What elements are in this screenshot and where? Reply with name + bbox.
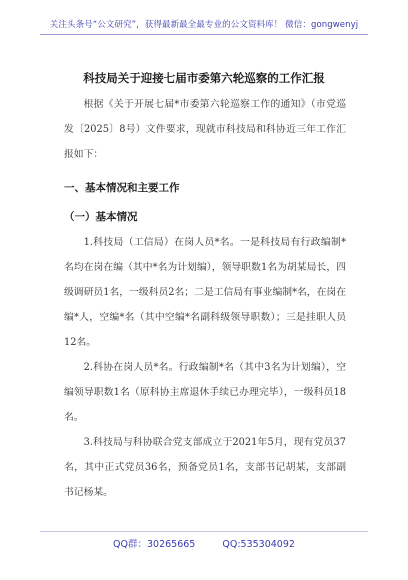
body-paragraph-1: 1.科技局（工信局）在岗人员*名。一是科技局有行政编制*名均在岗在编（其中*名为计划编），领导职数1名为胡某局长，四级调研员1名，一级科员2名；二是工信局有事业编制*名，在岗在编*人，空编*名（其中空编*名副科级领导职数）；三是挂职人员12名。 xyxy=(64,237,346,348)
intro-paragraph: 根据《关于开展七届*市委第六轮巡察工作的通知》（市党巡发〔2025〕8号）文件要求，现就市科技局和科协近三年工作汇报如下： xyxy=(64,99,346,160)
header-divider xyxy=(40,34,368,35)
header-banner: 关注头条号“公文研究”，获得最新最全最专业的公文资料库！ 微信：gongwenyj xyxy=(49,20,359,30)
subsection-heading: （一）基本情况 xyxy=(64,211,138,223)
footer-qq-contact: QQ:535304092 xyxy=(222,539,295,550)
body-paragraph-3: 3.科技局与科协联合党支部成立于2021年5月，现有党员37名，其中正式党员36名，预备党员1名，支部书记胡某，支部副书记杨某。 xyxy=(64,437,346,498)
footer-divider xyxy=(40,531,368,532)
footer-qq-group: QQ群：30265665 xyxy=(113,539,196,550)
footer xyxy=(0,536,408,550)
body-paragraph-2: 2.科协在岗人员*名。行政编制*名（其中3名为计划编），空编领导职数1名（原科协主席退休手续已办理完毕），一级科员18名。 xyxy=(64,362,346,423)
document-title: 科技局关于迎接七届市委第六轮巡察的工作汇报 xyxy=(83,71,325,85)
section-heading: 一、基本情况和主要工作 xyxy=(64,182,180,194)
document-body xyxy=(64,92,346,505)
